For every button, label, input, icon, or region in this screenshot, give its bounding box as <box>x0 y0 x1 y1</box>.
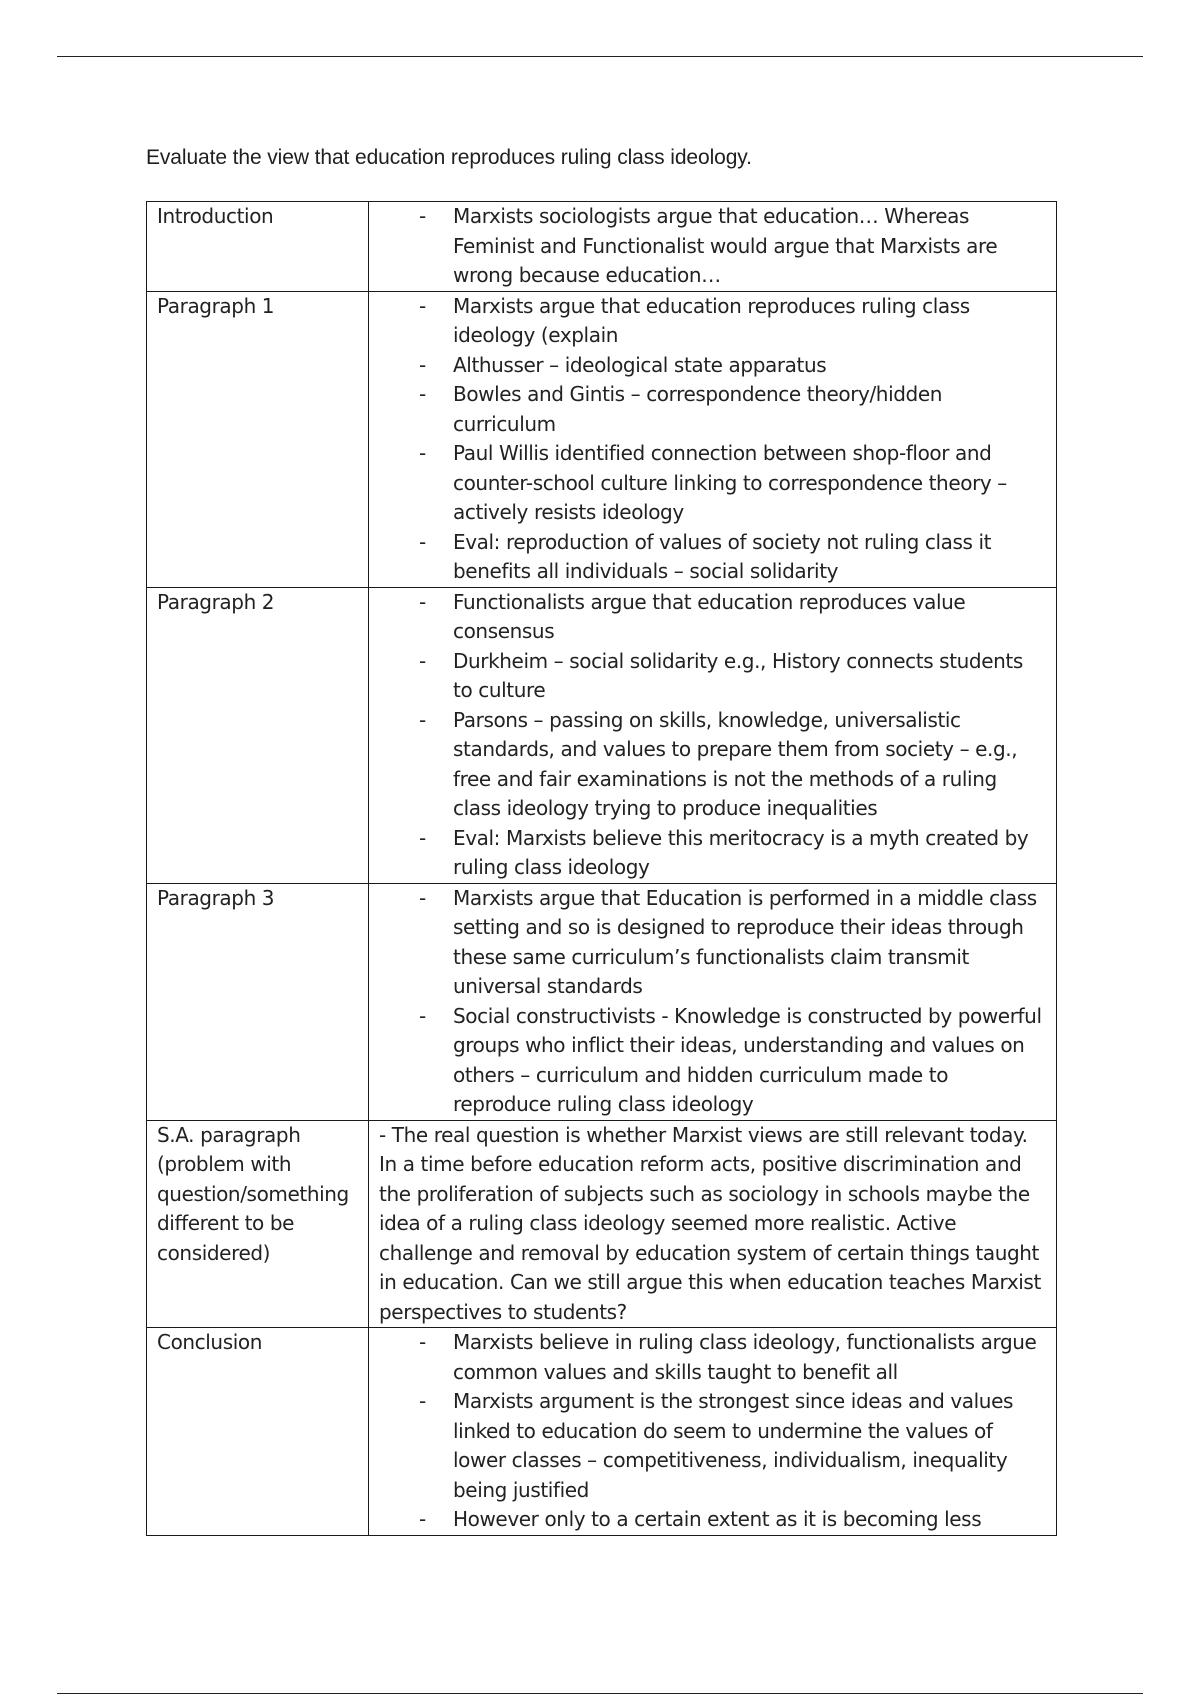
bullet-list <box>379 1328 1047 1535</box>
row-label: Paragraph 1 <box>147 291 369 587</box>
footer-rule <box>57 1693 1143 1694</box>
row-label: Conclusion <box>147 1328 369 1536</box>
bullet-list <box>379 884 1047 1120</box>
list-item: - Marxists argue that Education is performed in a middle class setting and so is designed to reproduce their ideas through these same curriculum’s functionalists claim transmit universal standards <box>379 884 1047 1002</box>
list-item: - Marxists believe in ruling class ideology, functionalists argue common values and skills taught to benefit all <box>379 1328 1047 1387</box>
essay-plan-table <box>146 201 1057 1536</box>
table-row-paragraph-1 <box>147 291 1057 587</box>
list-item: - Marxists sociologists argue that education… Whereas Feminist and Functionalist would argue that Marxists are wrong because education… <box>379 202 1047 291</box>
list-item: - Functionalists argue that education reproduces value consensus <box>379 588 1047 647</box>
row-content <box>369 291 1057 587</box>
table-row-paragraph-3 <box>147 883 1057 1120</box>
table-row-introduction <box>147 202 1057 292</box>
row-content <box>369 883 1057 1120</box>
list-item: - Althusser – ideological state apparatus <box>379 351 1047 381</box>
row-content <box>369 587 1057 883</box>
list-item: - Marxists argument is the strongest since ideas and values linked to education do seem to undermine the values of lower classes – competitiveness, individualism, inequality being justified <box>379 1387 1047 1505</box>
list-item: - Eval: reproduction of values of society not ruling class it benefits all individuals – social solidarity <box>379 528 1047 587</box>
row-content <box>369 1328 1057 1536</box>
bullet-list <box>379 588 1047 883</box>
list-item: - Social constructivists - Knowledge is constructed by powerful groups who inflict their ideas, understanding and values on others – curriculum and hidden curriculum made to reproduce ruling class ideology <box>379 1002 1047 1120</box>
list-item: - Durkheim – social solidarity e.g., History connects students to culture <box>379 647 1047 706</box>
table-row-paragraph-2 <box>147 587 1057 883</box>
row-content-paragraph: - The real question is whether Marxist views are still relevant today. In a time before education reform acts, positive discrimination and the proliferation of subjects such as sociology in schools maybe the idea of a ruling class ideology seemed more realistic. Active challenge and removal by education system of certain things taught in education. Can we still argue this when education teaches Marxist perspectives to students? <box>369 1120 1057 1328</box>
row-content <box>369 202 1057 292</box>
list-item: - Paul Willis identified connection between shop-floor and counter-school culture linking to correspondence theory – actively resists ideology <box>379 439 1047 528</box>
essay-question-title: Evaluate the view that education reproduces ruling class ideology. <box>146 146 752 169</box>
list-item: - However only to a certain extent as it is becoming less <box>379 1505 1047 1535</box>
header-rule <box>57 56 1143 57</box>
list-item: - Eval: Marxists believe this meritocracy is a myth created by ruling class ideology <box>379 824 1047 883</box>
row-label: Introduction <box>147 202 369 292</box>
bullet-list <box>379 202 1047 291</box>
list-item: - Parsons – passing on skills, knowledge, universalistic standards, and values to prepare them from society – e.g., free and fair examinations is not the methods of a ruling class ideology trying to produce inequalities <box>379 706 1047 824</box>
row-label: Paragraph 2 <box>147 587 369 883</box>
table-row-sa-paragraph <box>147 1120 1057 1328</box>
list-item: - Bowles and Gintis – correspondence theory/hidden curriculum <box>379 380 1047 439</box>
row-label: S.A. paragraph (problem with question/something different to be considered) <box>147 1120 369 1328</box>
bullet-list <box>379 292 1047 587</box>
table-row-conclusion <box>147 1328 1057 1536</box>
row-label: Paragraph 3 <box>147 883 369 1120</box>
list-item: - Marxists argue that education reproduces ruling class ideology (explain <box>379 292 1047 351</box>
